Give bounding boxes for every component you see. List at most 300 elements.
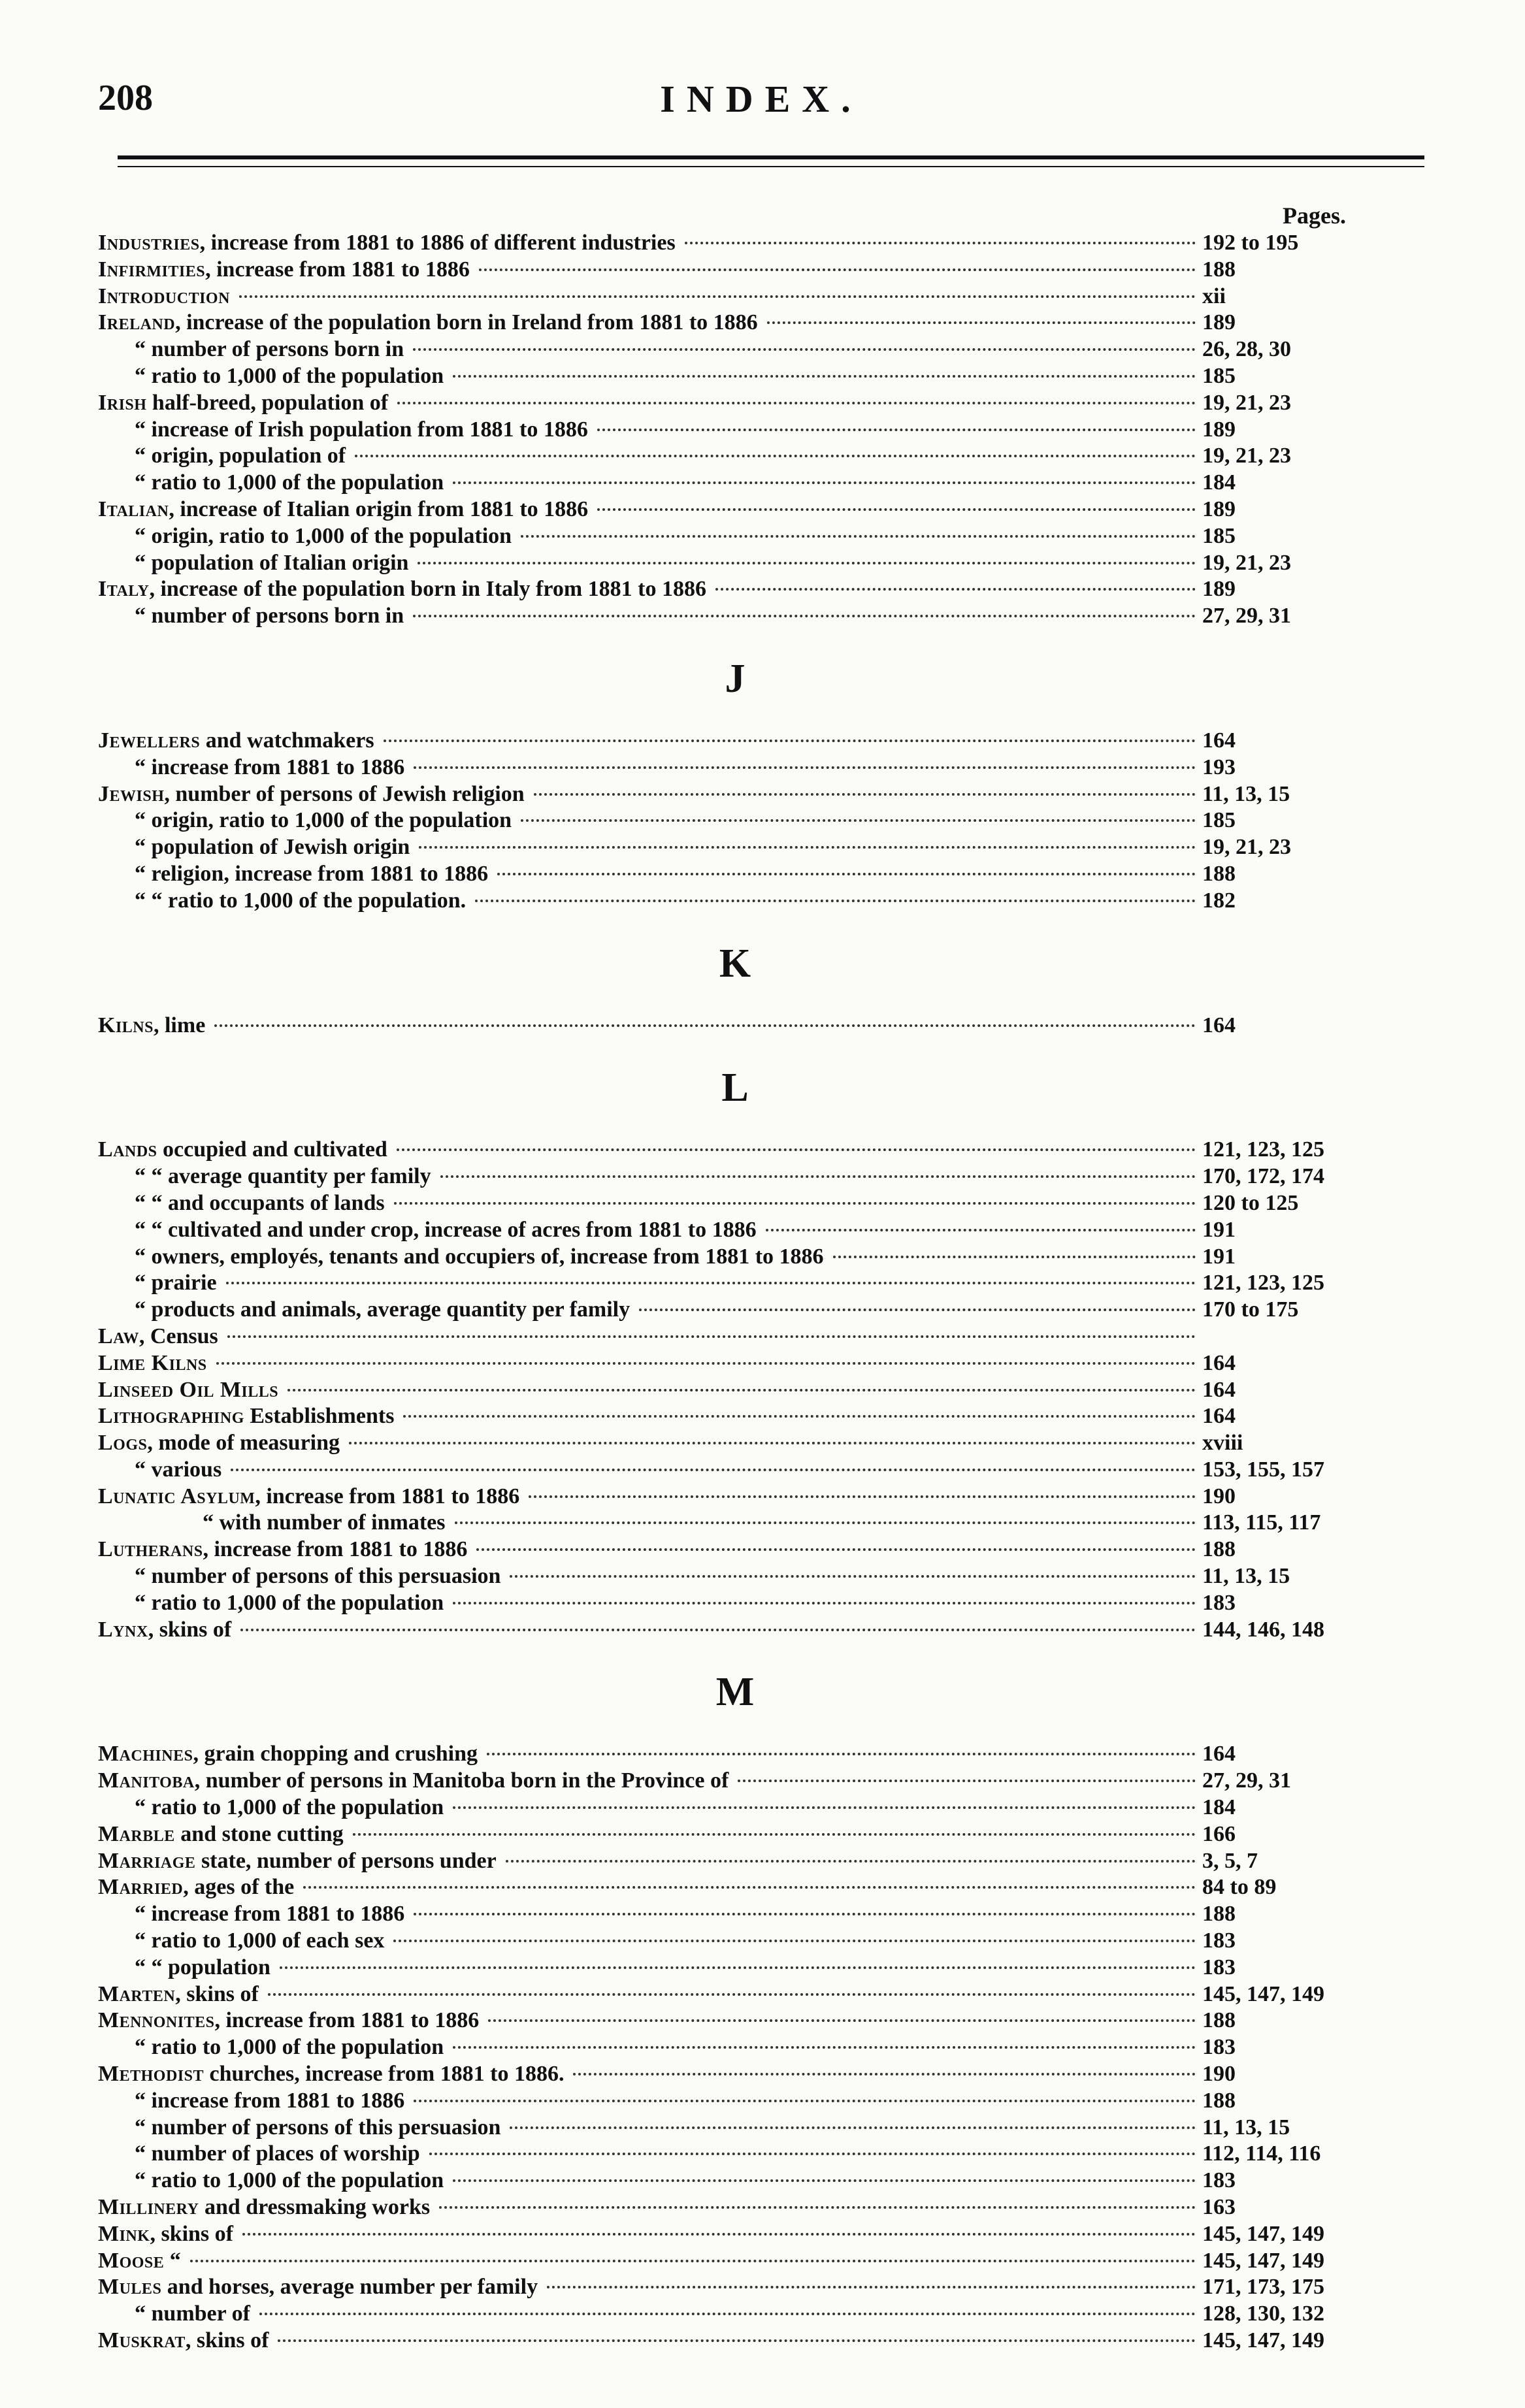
entry-pages: 188 [1202,2088,1236,2113]
entry-heading: Jewish [98,781,165,806]
dot-leader [479,268,1196,271]
entry-description: “ products and animals, average quantity per family [135,1297,631,1322]
entry-heading: Ireland [98,310,176,335]
dot-leader [453,481,1196,484]
entry-text [98,1537,467,1563]
entry-heading: Lime Kilns [98,1350,207,1375]
dot-leader [190,2260,1196,2262]
index-entry [98,1217,1372,1244]
entry-text [98,728,374,755]
entry-description: , increase from 1881 to 1886 of different industries [199,231,676,255]
dot-leader [455,1521,1196,1524]
entry-description: “ various [135,1457,222,1482]
dot-leader [597,429,1196,431]
entry-text [98,576,706,603]
entry-heading: Introduction [98,284,230,308]
entry-heading: Muskrat [98,2328,186,2352]
dot-leader [639,1309,1196,1311]
entry-heading: Kilns [98,1013,154,1037]
entry-heading: Mules [98,2275,162,2300]
index-entry [98,603,1372,630]
entry-text [98,2274,538,2301]
dot-leader [534,793,1196,796]
index-entry [98,1403,1372,1430]
entry-heading: Lutherans [98,1537,203,1562]
entry-description: , grain chopping and crushing [193,1742,478,1766]
entry-pages: 153, 155, 157 [1202,1457,1324,1482]
index-entry [98,2008,1372,2034]
entry-pages: 121, 123, 125 [1202,1137,1324,1162]
entry-pages: 164 [1202,1377,1236,1402]
section-letter: M [715,1670,755,1715]
entry-description: “ ratio to 1,000 of the population [135,1795,444,1820]
entry-text [98,1484,519,1510]
entry-pages: 19, 21, 23 [1202,444,1291,468]
entry-pages: 26, 28, 30 [1202,337,1291,362]
index-entry [98,230,1372,257]
entry-pages: 121, 123, 125 [1202,1271,1324,1295]
entry-text [98,310,758,336]
entry-description: , increase from 1881 to 1886 [205,257,470,282]
entry-text [135,861,488,888]
entry-description: “ number of persons born in [135,604,404,628]
index-entry [98,807,1372,834]
entry-text [135,1795,444,1821]
entry-description: “ “ average quantity per family [135,1164,431,1189]
entry-text [135,807,512,834]
entry-heading: Marten [98,1981,176,2006]
entry-description: “ ratio to 1,000 of the population [135,1590,444,1615]
index-entry [98,257,1372,284]
entry-text [135,2034,444,2061]
dot-leader [767,321,1196,324]
entry-description: “ origin, ratio to 1,000 of the population [135,808,512,833]
dot-leader [715,588,1196,591]
entry-pages: 189 [1202,310,1236,335]
entry-pages: 128, 130, 132 [1202,2302,1324,2326]
entry-text [135,443,346,470]
entry-pages: 11, 13, 15 [1202,781,1290,806]
index-entry [98,1270,1372,1297]
dot-leader [453,1602,1196,1604]
dot-leader [529,1495,1196,1498]
section-letter: K [719,941,751,986]
entry-text [98,1403,394,1430]
index-entry [98,755,1372,781]
entry-text [135,363,444,390]
index-entry [98,2061,1372,2088]
entry-description: , lime [153,1013,206,1037]
entry-description: , increase of the population born in Italy from 1881 to 1886 [149,577,706,602]
entry-text [135,888,466,915]
index-entry [98,2088,1372,2115]
entry-description: “ number of [135,2302,250,2326]
entry-pages: 185 [1202,363,1236,388]
index-entry [98,1244,1372,1271]
entry-heading: Marble [98,1821,175,1846]
dot-leader [506,1860,1196,1863]
entry-description: , number of persons in Manitoba born in the Province of [194,1768,729,1793]
dot-leader [418,562,1196,564]
index-entry [98,2274,1372,2301]
index-entry [98,576,1372,603]
entry-description: , increase from 1881 to 1886 [203,1537,468,1562]
entry-pages: 11, 13, 15 [1202,1564,1290,1589]
entry-description: “ increase of Irish population from 1881 to 1886 [135,417,588,442]
entry-text [98,1013,205,1039]
entry-description: , skins of [175,1981,259,2006]
entry-text [135,1217,757,1244]
dot-leader [355,455,1196,457]
entry-pages: 113, 115, 117 [1202,1510,1321,1535]
entry-text [98,496,588,523]
dot-leader [268,1993,1196,1996]
entry-pages: 145, 147, 149 [1202,2328,1324,2352]
entry-pages: 163 [1202,2195,1236,2220]
dot-leader [287,1389,1196,1391]
entry-text [135,550,408,577]
index-entry [98,1928,1372,1955]
dot-leader [487,1753,1196,1755]
entry-description: “ ratio to 1,000 of the population [135,470,444,495]
dot-leader [214,1024,1196,1027]
entry-description: “ increase from 1881 to 1886 [135,755,405,779]
entry-heading: Moose [98,2248,165,2273]
index-entry [98,2328,1372,2354]
index-entry [98,2194,1372,2221]
entry-pages: 84 to 89 [1202,1875,1277,1900]
entry-pages: 188 [1202,2008,1236,2033]
entry-text [135,2141,420,2168]
dot-leader [453,2046,1196,2049]
index-entry [98,1297,1372,1324]
dot-leader [521,819,1196,822]
dot-leader [227,1335,1196,1338]
dot-leader [453,1806,1196,1809]
index-entry [98,550,1372,577]
entry-heading: Lynx [98,1617,148,1642]
dot-leader [413,348,1196,351]
entry-description: “ origin, population of [135,444,346,468]
entry-heading: Marriage [98,1848,196,1873]
dot-leader [833,1256,1196,1258]
index-entry [98,1457,1372,1484]
entry-pages: 164 [1202,728,1236,753]
entry-description: “ with number of inmates [203,1510,446,1535]
entry-description: “ increase from 1881 to 1886 [135,2088,405,2113]
entry-pages: 190 [1202,2062,1236,2087]
entry-pages: 164 [1202,1013,1236,1037]
entry-description: “ owners, employés, tenants and occupiers of, increase from 1881 to 1886 [135,1244,824,1269]
index-entry [98,1617,1372,1644]
dot-leader [394,1202,1196,1205]
index-entry [98,888,1372,915]
entry-text [135,417,588,444]
dot-leader [414,1913,1196,1915]
dot-leader [278,2339,1196,2342]
dot-leader [475,900,1196,902]
entry-description: “ number of places of worship [135,2141,420,2166]
index-entry [98,2221,1372,2248]
index-entry [98,1430,1372,1457]
index-entry [98,1981,1372,2008]
entry-text [135,834,410,861]
entry-description: , number of persons of Jewish religion [164,781,525,806]
entry-text [98,284,230,310]
entry-pages: 193 [1202,755,1236,779]
entry-pages: 183 [1202,2168,1236,2193]
dot-leader [393,1940,1196,1942]
dot-leader [453,2179,1196,2182]
entry-heading: Millinery [98,2195,199,2220]
index-entry [98,1013,1372,1039]
dot-leader [521,535,1196,538]
entry-heading: Irish [98,390,147,415]
index-entry [98,1955,1372,1981]
entry-description: “ religion, increase from 1881 to 1886 [135,861,489,886]
index-entry [98,1484,1372,1510]
entry-heading: Married [98,1875,184,1900]
entry-description: “ population of Jewish origin [135,835,410,860]
entry-pages: 188 [1202,257,1236,282]
dot-leader [414,2100,1196,2102]
index-entry [98,417,1372,444]
entry-text [98,1821,344,1848]
entry-text [98,257,470,284]
index-entry [98,336,1372,363]
entry-pages: xviii [1202,1431,1243,1456]
dot-leader [414,766,1196,769]
dot-leader [239,295,1196,298]
entry-description: and dressmaking works [199,2195,431,2220]
entry-text [98,781,525,808]
entry-pages: 183 [1202,1928,1236,1953]
entry-heading: Mink [98,2221,150,2246]
entry-text [135,1244,824,1271]
entry-pages: 182 [1202,888,1236,913]
entry-pages: 27, 29, 31 [1202,604,1291,628]
dot-leader [280,1966,1196,1969]
index-entry [98,728,1372,755]
entry-text [135,1563,500,1590]
entry-pages: 183 [1202,1590,1236,1615]
index-entry [98,1901,1372,1928]
dot-leader [766,1229,1196,1231]
header-rule-thin [118,166,1424,167]
entry-description: , increase of Italian origin from 1881 to 1886 [169,496,589,521]
index-entry [98,861,1372,888]
entry-heading: Lithographing [98,1404,244,1429]
entry-text [135,470,444,496]
entry-text [98,390,388,417]
entry-pages: 191 [1202,1244,1236,1269]
entry-text [98,230,676,257]
entry-text [98,1430,340,1457]
index-entry [98,496,1372,523]
entry-text [135,1270,217,1297]
entry-text [98,1377,278,1404]
entry-description: , skins of [150,2221,233,2246]
entry-description: and watchmakers [200,728,374,753]
index-entry [98,2168,1372,2194]
dot-leader [259,2313,1196,2315]
index-entry [98,1163,1372,1190]
header-rule-thick [118,155,1424,159]
entry-text [135,2168,444,2194]
entry-pages: 19, 21, 23 [1202,550,1291,575]
dot-leader [685,242,1196,244]
index-entry [98,2301,1372,2328]
entry-pages: 145, 147, 149 [1202,1981,1324,2006]
entry-pages: 3, 5, 7 [1202,1848,1258,1873]
entry-pages: 164 [1202,1404,1236,1429]
index-entry [98,284,1372,310]
entry-description: Establishments [244,1404,395,1429]
page-number: 208 [98,78,153,118]
entry-description: , mode of measuring [147,1431,340,1456]
entry-text [98,1874,294,1901]
entry-description: “ origin, ratio to 1,000 of the population [135,523,512,548]
entry-heading: Manitoba [98,1768,195,1793]
entry-description: state, number of persons under [195,1848,497,1873]
entry-text [98,1137,387,1163]
entry-heading: Logs [98,1431,148,1456]
entry-description: , Census [139,1324,218,1348]
index-entry [98,523,1372,550]
index-entry [98,2034,1372,2061]
entry-text [98,1848,497,1875]
dot-leader [510,1575,1196,1578]
entry-pages: 188 [1202,1902,1236,1927]
entry-text [135,1190,385,1217]
entry-description: “ ratio to 1,000 of the population [135,2035,444,2060]
entry-description: “ [164,2248,181,2273]
index-entry [98,443,1372,470]
index-body [98,201,1372,2354]
dot-leader [226,1282,1196,1284]
entry-pages: 144, 146, 148 [1202,1617,1324,1642]
entry-pages: 145, 147, 149 [1202,2248,1324,2273]
dot-leader [242,2233,1196,2236]
entry-pages: 145, 147, 149 [1202,2221,1324,2246]
entry-text [98,1350,207,1377]
pages-column-heading: Pages. [1283,203,1346,229]
dot-leader [240,1629,1196,1631]
entry-pages: 112, 114, 116 [1202,2141,1321,2166]
dot-leader [488,2019,1196,2022]
entry-pages: xii [1202,284,1226,308]
entry-text [135,603,404,630]
entry-description: “ ratio to 1,000 of the population [135,363,444,388]
entry-text [135,2088,404,2115]
entry-pages: 11, 13, 15 [1202,2115,1290,2140]
entry-heading: Italy [98,577,150,602]
entry-text [98,1741,478,1768]
dot-leader [353,1833,1196,1836]
dot-leader [349,1442,1196,1444]
entry-heading: Infirmities [98,257,206,282]
dot-leader [216,1362,1196,1365]
entry-text [135,2301,250,2328]
dot-leader [453,375,1196,378]
entry-pages: 185 [1202,808,1236,833]
index-entry [98,1510,1372,1537]
entry-description: “ number of persons of this persuasion [135,2115,501,2140]
entry-text [98,2061,564,2088]
dot-leader [573,2073,1196,2075]
entry-text [98,2328,269,2354]
entry-text [203,1510,446,1537]
entry-heading: Jewellers [98,728,201,753]
entry-text [135,1590,444,1617]
entry-pages: 120 to 125 [1202,1190,1299,1215]
entry-text [135,1457,221,1484]
entry-pages: 27, 29, 31 [1202,1768,1291,1793]
index-entry [98,363,1372,390]
entry-text [135,1955,271,1981]
index-entry [98,1377,1372,1404]
entry-pages: 164 [1202,1742,1236,1766]
entry-pages: 170, 172, 174 [1202,1164,1324,1189]
entry-description: , ages of the [183,1875,295,1900]
entry-text [135,336,404,363]
dot-leader [738,1780,1196,1782]
entry-description: “ “ ratio to 1,000 of the population. [135,888,467,913]
dot-leader [497,873,1196,875]
entry-description: “ “ population [135,1955,271,1979]
entry-text [135,523,512,550]
entry-description: “ “ and occupants of lands [135,1190,385,1215]
entry-text [98,1768,729,1795]
entry-pages: 191 [1202,1217,1236,1242]
entry-description: “ “ cultivated and under crop, increase of acres from 1881 to 1886 [135,1217,757,1242]
entry-heading: Methodist [98,2062,204,2087]
entry-heading: Machines [98,1742,193,1766]
entry-heading: Italian [98,496,169,521]
index-entry [98,390,1372,417]
entry-description: , skins of [148,1617,232,1642]
entry-text [98,2194,430,2221]
entry-description: , increase from 1881 to 1886 [214,2008,480,2033]
entry-description: , skins of [185,2328,269,2352]
entry-description: “ ratio to 1,000 of the population [135,2168,444,2193]
entry-pages: 189 [1202,577,1236,602]
entry-pages: 183 [1202,2035,1236,2060]
entry-pages: 190 [1202,1484,1236,1508]
dot-leader [510,2126,1196,2129]
index-entry [98,310,1372,336]
entry-text [135,1297,630,1324]
dot-leader [397,1148,1196,1151]
entry-pages: 171, 173, 175 [1202,2275,1324,2300]
index-entry [98,2248,1372,2275]
entry-pages: 170 to 175 [1202,1297,1299,1322]
entry-pages: 189 [1202,496,1236,521]
index-entry [98,470,1372,496]
entry-text [135,1928,384,1955]
index-entry [98,1590,1372,1617]
entry-pages: 189 [1202,417,1236,442]
entry-text [135,1163,431,1190]
entry-pages: 185 [1202,523,1236,548]
dot-leader [439,2206,1196,2209]
entry-description: “ increase from 1881 to 1886 [135,1902,405,1927]
page-header [98,77,1424,129]
index-entry [98,781,1372,808]
dot-leader [231,1469,1196,1471]
index-entry [98,2141,1372,2168]
dot-leader [397,402,1196,404]
